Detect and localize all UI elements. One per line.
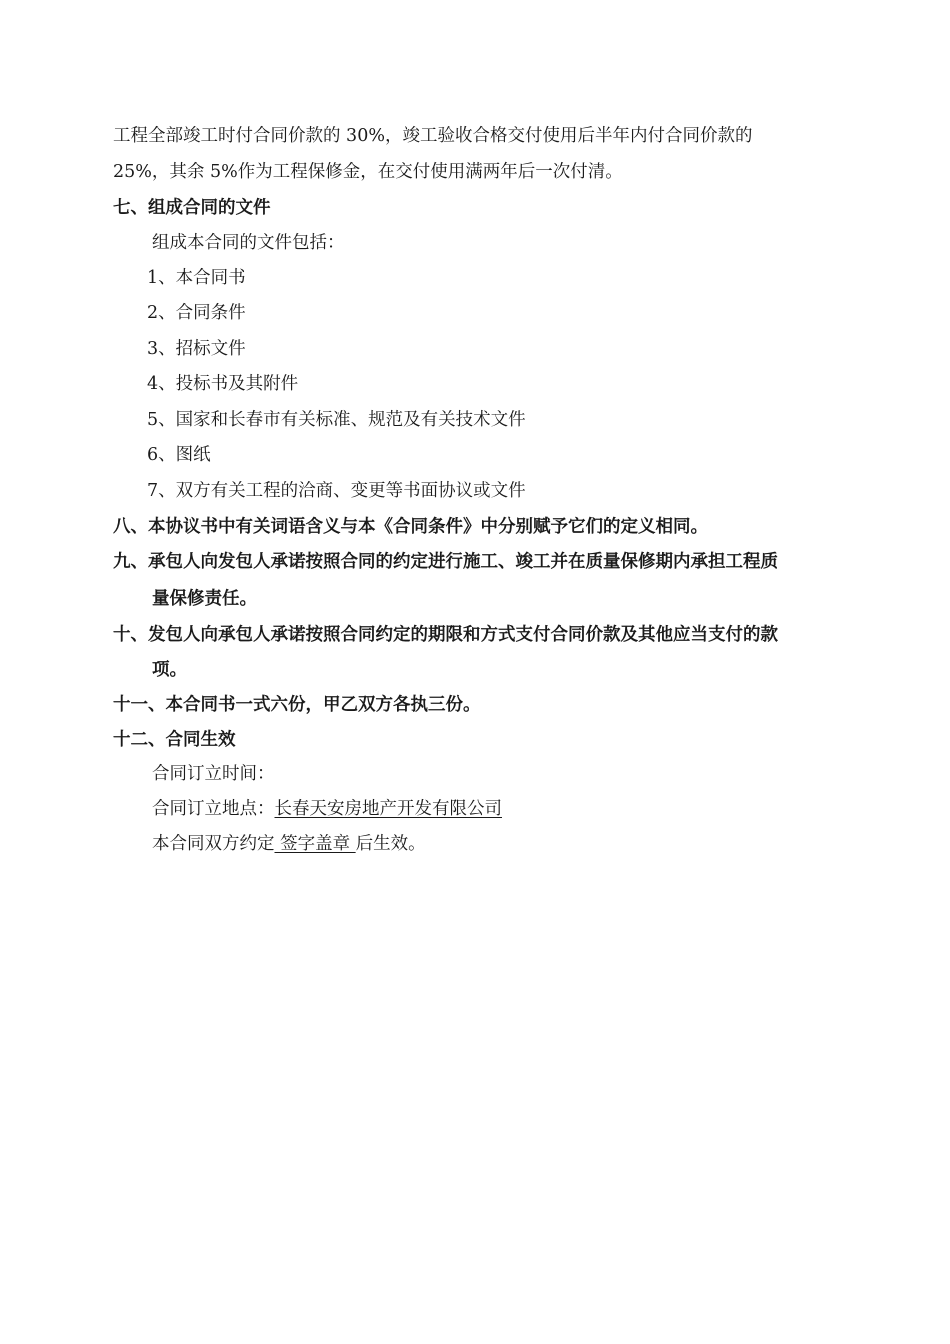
contract-effect-row <box>152 832 426 856</box>
contract-effect-prefix: 本合同双方约定 <box>152 834 275 854</box>
payment-line-2: 25%，其余 5%作为工程保修金，在交付使用满两年后一次付清。 <box>113 162 623 182</box>
list-item: 5、国家和长春市有关标准、规范及有关技术文件 <box>147 410 526 430</box>
list-item: 3、招标文件 <box>147 339 246 359</box>
section-9-line-2: 量保修责任。 <box>152 589 257 609</box>
list-item: 6、图纸 <box>147 445 211 465</box>
contract-place-label: 合同订立地点： <box>152 799 275 819</box>
list-item: 4、投标书及其附件 <box>147 374 299 394</box>
payment-line-1: 工程全部竣工时付合同价款的 30%，竣工验收合格交付使用后半年内付合同价款的 <box>113 126 753 146</box>
contract-place-row <box>152 797 502 821</box>
section-8-text: 八、本协议书中有关词语含义与本《合同条件》中分别赋予它们的定义相同。 <box>113 517 708 537</box>
section-7-intro: 组成本合同的文件包括： <box>152 233 345 253</box>
contract-effect-suffix: 后生效。 <box>355 834 426 854</box>
contract-place-value: 长春天安房地产开发有限公司 <box>274 799 502 819</box>
contract-effect-value: 签字盖章 <box>274 834 356 854</box>
section-10-line-2: 项。 <box>152 660 187 680</box>
section-12-heading: 十二、合同生效 <box>113 730 236 750</box>
list-item: 2、合同条件 <box>147 303 246 323</box>
section-9-line-1: 九、承包人向发包人承诺按照合同的约定进行施工、竣工并在质量保修期内承担工程质 <box>113 552 778 572</box>
list-item: 1、本合同书 <box>147 268 246 288</box>
section-11-text: 十一、本合同书一式六份，甲乙双方各执三份。 <box>113 695 481 715</box>
section-10-line-1: 十、发包人向承包人承诺按照合同约定的期限和方式支付合同价款及其他应当支付的款 <box>113 625 778 645</box>
contract-time-label: 合同订立时间： <box>152 764 275 784</box>
list-item: 7、双方有关工程的洽商、变更等书面协议或文件 <box>147 481 526 501</box>
section-7-heading: 七、组成合同的文件 <box>113 198 271 218</box>
